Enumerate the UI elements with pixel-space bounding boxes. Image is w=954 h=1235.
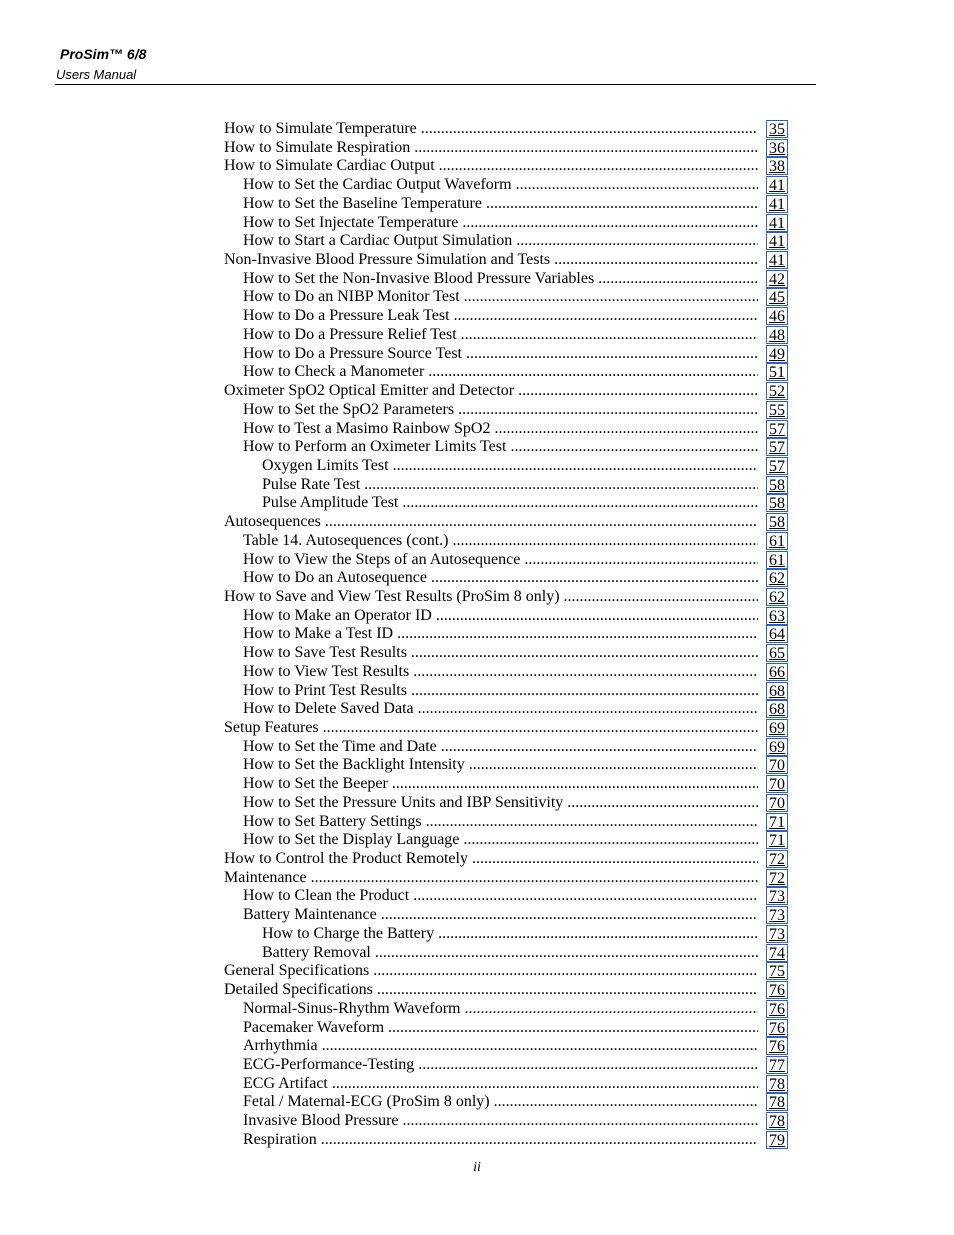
toc-entry[interactable] <box>224 476 788 495</box>
toc-entry-title: Detailed Specifications ..... <box>224 981 758 1000</box>
toc-entry[interactable] <box>224 139 788 158</box>
toc-entry-title: How to Save and View Test Results (ProSim 8 only) ..... <box>224 588 758 607</box>
toc-entry-title: How to Set the Beeper ..... <box>243 775 758 794</box>
toc-entry-title: Battery Maintenance ..... <box>243 906 758 925</box>
toc-page-link[interactable]: 76 <box>766 1000 788 1018</box>
toc-page-link[interactable]: 76 <box>766 981 788 999</box>
toc-entry[interactable] <box>224 625 788 644</box>
toc-page-link[interactable]: 68 <box>766 700 788 718</box>
toc-entry[interactable] <box>224 756 788 775</box>
toc-page-link[interactable]: 62 <box>766 588 788 606</box>
toc-entry[interactable] <box>224 1019 788 1038</box>
toc-entry-title: How to Set the Cardiac Output Waveform ..... <box>243 176 758 195</box>
toc-entry[interactable] <box>224 569 788 588</box>
toc-entry[interactable] <box>224 195 788 214</box>
toc-entry[interactable] <box>224 251 788 270</box>
toc-page-link[interactable]: 51 <box>766 363 788 381</box>
toc-entry-title: How to Set the Display Language ..... <box>243 831 758 850</box>
toc-entry-title: How to Set the Backlight Intensity ..... <box>243 756 758 775</box>
toc-entry[interactable] <box>224 700 788 719</box>
toc-entry-title: Pulse Amplitude Test ..... <box>262 494 758 513</box>
toc-page-link[interactable]: 48 <box>766 326 788 344</box>
toc-entry-title: Maintenance ..... <box>224 869 758 888</box>
toc-entry-title: Normal-Sinus-Rhythm Waveform ..... <box>243 1000 758 1019</box>
toc-entry-title: Autosequences ..... <box>224 513 758 532</box>
toc-page-link[interactable]: 49 <box>766 345 788 363</box>
toc-entry[interactable] <box>224 120 788 139</box>
toc-entry[interactable] <box>224 532 788 551</box>
toc-page-link[interactable]: 58 <box>766 513 788 531</box>
toc-entry[interactable] <box>224 1075 788 1094</box>
toc-page-link[interactable]: 70 <box>766 775 788 793</box>
toc-entry[interactable] <box>224 775 788 794</box>
toc-entry-title: How to Do a Pressure Leak Test ..... <box>243 307 758 326</box>
toc-page-link[interactable]: 78 <box>766 1112 788 1130</box>
page-number: ii <box>473 1160 481 1175</box>
toc-page-link[interactable]: 76 <box>766 1037 788 1055</box>
toc-entry[interactable] <box>224 644 788 663</box>
toc-page-link[interactable]: 41 <box>766 176 788 194</box>
toc-entry-title: How to Make a Test ID ..... <box>243 625 758 644</box>
toc-entry-title: Oximeter SpO2 Optical Emitter and Detector ..... <box>224 382 758 401</box>
toc-entry[interactable] <box>224 906 788 925</box>
toc-entry[interactable] <box>224 813 788 832</box>
toc-page-link[interactable]: 41 <box>766 232 788 250</box>
toc-page-link[interactable]: 78 <box>766 1093 788 1111</box>
toc-entry-title: Respiration ..... <box>243 1131 758 1150</box>
toc-page-link[interactable]: 73 <box>766 906 788 924</box>
toc-entry-title: Pulse Rate Test ..... <box>262 476 758 495</box>
toc-page-link[interactable]: 70 <box>766 794 788 812</box>
toc-entry[interactable] <box>224 270 788 289</box>
toc-entry[interactable] <box>224 420 788 439</box>
toc-entry-title: How to Simulate Cardiac Output ..... <box>224 157 758 176</box>
toc-entry-title: How to Test a Masimo Rainbow SpO2 ..... <box>243 420 758 439</box>
toc-entry[interactable] <box>224 663 788 682</box>
toc-entry[interactable] <box>224 513 788 532</box>
toc-entry-title: How to Do a Pressure Relief Test ..... <box>243 326 758 345</box>
toc-entry[interactable] <box>224 738 788 757</box>
toc-entry-title: How to Set Injectate Temperature ..... <box>243 214 758 233</box>
toc-entry-title: How to Charge the Battery ..... <box>262 925 758 944</box>
toc-entry[interactable] <box>224 887 788 906</box>
toc-entry[interactable] <box>224 326 788 345</box>
toc-entry-title: How to Do a Pressure Source Test ..... <box>243 345 758 364</box>
toc-entry[interactable] <box>224 981 788 1000</box>
toc-entry-title: How to Set the Non-Invasive Blood Pressure Variables ..... <box>243 270 758 289</box>
toc-entry[interactable] <box>224 551 788 570</box>
toc-page-link[interactable]: 61 <box>766 551 788 569</box>
toc-entry-title: General Specifications ..... <box>224 962 758 981</box>
toc-page-link[interactable]: 38 <box>766 157 788 175</box>
toc-page-link[interactable]: 36 <box>766 139 788 157</box>
toc-entry[interactable] <box>224 157 788 176</box>
toc-entry-title: How to Set the Pressure Units and IBP Sensitivity ..... <box>243 794 758 813</box>
toc-page-link[interactable]: 74 <box>766 944 788 962</box>
toc-page-link[interactable]: 45 <box>766 288 788 306</box>
toc-entry[interactable] <box>224 1000 788 1019</box>
header-rule <box>55 84 816 85</box>
toc-page-link[interactable]: 72 <box>766 869 788 887</box>
toc-entry-title: ECG Artifact ..... <box>243 1075 758 1094</box>
toc-entry[interactable] <box>224 214 788 233</box>
toc-entry-title: How to Save Test Results ..... <box>243 644 758 663</box>
toc-entry-title: How to Set the Time and Date ..... <box>243 738 758 757</box>
toc-entry[interactable] <box>224 831 788 850</box>
toc-entry-title: How to Set the Baseline Temperature ..... <box>243 195 758 214</box>
toc-entry[interactable] <box>224 607 788 626</box>
toc-entry-title: Table 14. Autosequences (cont.) ..... <box>243 532 758 551</box>
toc-entry-title: How to View the Steps of an Autosequence ..... <box>243 551 758 570</box>
toc-entry[interactable] <box>224 363 788 382</box>
toc-entry[interactable] <box>224 345 788 364</box>
toc-entry[interactable] <box>224 1037 788 1056</box>
toc-page-link[interactable]: 76 <box>766 1019 788 1037</box>
toc-entry-title: Setup Features ..... <box>224 719 758 738</box>
toc-page-link[interactable]: 46 <box>766 307 788 325</box>
toc-entry[interactable] <box>224 438 788 457</box>
toc-page-link[interactable]: 57 <box>766 457 788 475</box>
toc-page-link[interactable]: 72 <box>766 850 788 868</box>
toc-page-link[interactable]: 69 <box>766 738 788 756</box>
toc-entry-title: How to Control the Product Remotely ..... <box>224 850 758 869</box>
toc-entry[interactable] <box>224 1131 788 1150</box>
toc-entry[interactable] <box>224 850 788 869</box>
toc-entry-title: ECG-Performance-Testing ..... <box>243 1056 758 1075</box>
toc-entry-title: Oxygen Limits Test ..... <box>262 457 758 476</box>
toc-page-link[interactable]: 41 <box>766 195 788 213</box>
toc-page-link[interactable]: 61 <box>766 532 788 550</box>
toc-page-link[interactable]: 79 <box>766 1131 788 1149</box>
toc-page-link[interactable]: 55 <box>766 401 788 419</box>
toc-entry[interactable] <box>224 588 788 607</box>
toc-entry[interactable] <box>224 869 788 888</box>
toc-entry-title: How to Clean the Product ..... <box>243 887 758 906</box>
toc-entry-title: How to Perform an Oximeter Limits Test ..... <box>243 438 758 457</box>
toc-page-link[interactable]: 68 <box>766 682 788 700</box>
toc-page-link[interactable]: 71 <box>766 813 788 831</box>
toc-entry-title: Non-Invasive Blood Pressure Simulation and Tests ..... <box>224 251 758 270</box>
page-header-subtitle: Users Manual <box>56 67 137 82</box>
toc-page-link[interactable]: 77 <box>766 1056 788 1074</box>
toc-entry-title: Invasive Blood Pressure ..... <box>243 1112 758 1131</box>
toc-page-link[interactable]: 58 <box>766 476 788 494</box>
toc-entry-title: How to Set the SpO2 Parameters ..... <box>243 401 758 420</box>
toc-entry[interactable] <box>224 176 788 195</box>
toc-entry[interactable] <box>224 457 788 476</box>
toc-page-link[interactable]: 78 <box>766 1075 788 1093</box>
toc-entry-title: How to Set Battery Settings ..... <box>243 813 758 832</box>
toc-entry[interactable] <box>224 682 788 701</box>
toc-entry[interactable] <box>224 401 788 420</box>
toc-entry-title: Fetal / Maternal-ECG (ProSim 8 only) ..... <box>243 1093 758 1112</box>
toc-page-link[interactable]: 57 <box>766 438 788 456</box>
toc-entry-title: How to Simulate Temperature ..... <box>224 120 758 139</box>
table-of-contents <box>224 120 788 1150</box>
toc-entry-title: How to Print Test Results ..... <box>243 682 758 701</box>
toc-page-link[interactable]: 75 <box>766 962 788 980</box>
toc-entry-title: How to Check a Manometer ..... <box>243 363 758 382</box>
toc-entry-title: How to Start a Cardiac Output Simulation ..... <box>243 232 758 251</box>
toc-page-link[interactable]: 41 <box>766 214 788 232</box>
toc-page-link[interactable]: 73 <box>766 925 788 943</box>
toc-page-link[interactable]: 41 <box>766 251 788 269</box>
toc-entry[interactable] <box>224 232 788 251</box>
toc-page-link[interactable]: 71 <box>766 831 788 849</box>
toc-page-link[interactable]: 58 <box>766 494 788 512</box>
toc-entry[interactable] <box>224 794 788 813</box>
toc-entry[interactable] <box>224 1056 788 1075</box>
toc-entry[interactable] <box>224 382 788 401</box>
toc-page-link[interactable]: 63 <box>766 607 788 625</box>
toc-entry-title: Arrhythmia ..... <box>243 1037 758 1056</box>
toc-entry-title: Pacemaker Waveform ..... <box>243 1019 758 1038</box>
toc-entry[interactable] <box>224 307 788 326</box>
toc-page-link[interactable]: 66 <box>766 663 788 681</box>
toc-entry[interactable] <box>224 1093 788 1112</box>
toc-page-link[interactable]: 42 <box>766 270 788 288</box>
toc-entry[interactable] <box>224 962 788 981</box>
toc-page-link[interactable]: 57 <box>766 420 788 438</box>
toc-entry[interactable] <box>224 1112 788 1131</box>
toc-entry[interactable] <box>224 288 788 307</box>
toc-page-link[interactable]: 73 <box>766 887 788 905</box>
toc-entry-title: How to Simulate Respiration ..... <box>224 139 758 158</box>
toc-page-link[interactable]: 62 <box>766 569 788 587</box>
toc-entry[interactable] <box>224 494 788 513</box>
toc-entry-title: Battery Removal ..... <box>262 944 758 963</box>
toc-entry-title: How to Do an Autosequence ..... <box>243 569 758 588</box>
toc-entry[interactable] <box>224 944 788 963</box>
toc-page-link[interactable]: 52 <box>766 382 788 400</box>
page-header-title: ProSim™ 6/8 <box>60 46 147 62</box>
toc-page-link[interactable]: 69 <box>766 719 788 737</box>
toc-entry-title: How to Delete Saved Data ..... <box>243 700 758 719</box>
toc-entry-title: How to Make an Operator ID ..... <box>243 607 758 626</box>
toc-page-link[interactable]: 65 <box>766 644 788 662</box>
toc-page-link[interactable]: 64 <box>766 625 788 643</box>
toc-entry-title: How to Do an NIBP Monitor Test ..... <box>243 288 758 307</box>
toc-page-link[interactable]: 35 <box>766 120 788 138</box>
toc-entry[interactable] <box>224 719 788 738</box>
toc-page-link[interactable]: 70 <box>766 756 788 774</box>
toc-entry[interactable] <box>224 925 788 944</box>
toc-entry-title: How to View Test Results ..... <box>243 663 758 682</box>
